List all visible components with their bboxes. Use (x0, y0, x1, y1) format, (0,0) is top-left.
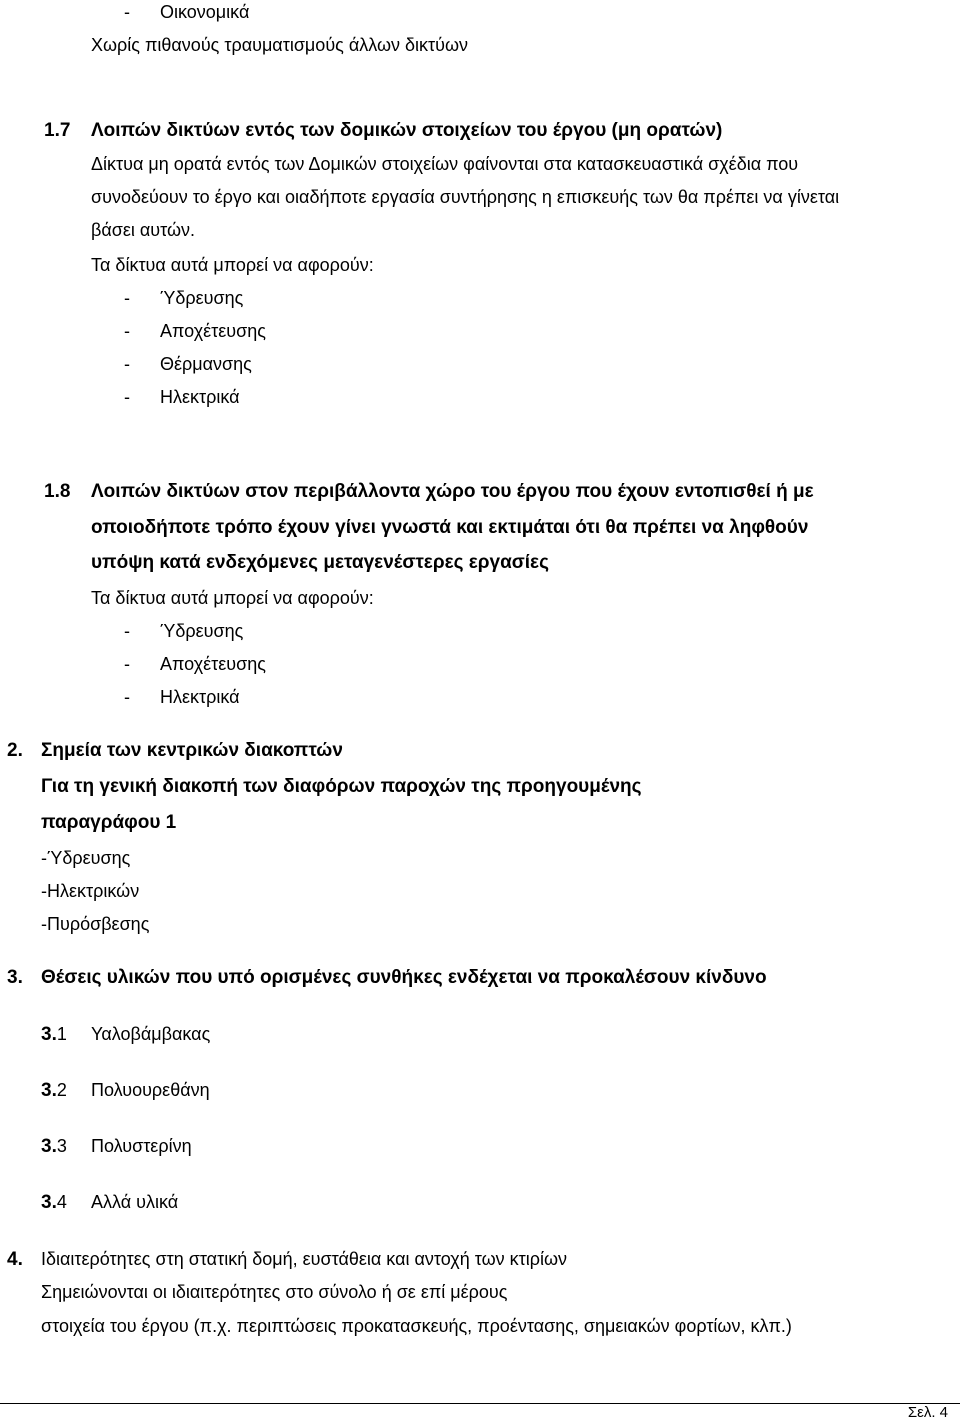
list-item-label: Ύδρευσης (160, 288, 244, 308)
list-item-label: Ηλεκτρικά (160, 387, 240, 407)
list-item: - Ηλεκτρικά (124, 687, 240, 707)
paragraph-line: Δίκτυα μη ορατά εντός των Δομικών στοιχείων φαίνονται στα κατασκευαστικά σχέδια που (91, 154, 799, 174)
page-number: Σελ. 4 (907, 1404, 948, 1421)
subsection-label: Αλλά υλικά (91, 1192, 179, 1212)
footer-divider (0, 1403, 960, 1404)
subsection-number-major: 3. (41, 1080, 57, 1101)
subsection-3-2 (41, 1079, 67, 1102)
section-4-number: 4. (7, 1249, 23, 1270)
section-1-7-heading: Λοιπών δικτύων εντός των δομικών στοιχείων του έργου (μη ορατών) (91, 120, 723, 141)
subsection-3-3 (41, 1135, 67, 1158)
list-item: - Οικονομικά (124, 2, 250, 22)
section-1-8-number: 1.8 (44, 481, 71, 502)
list-item: - Αποχέτευσης (124, 654, 266, 674)
paragraph-line: στοιχεία του έργου (π.χ. περιπτώσεις προκατασκευής, προέντασης, σημειακών φορτίων, κλπ.) (41, 1316, 792, 1336)
section-2-heading: Σημεία των κεντρικών διακοπτών (41, 740, 343, 761)
section-2-number: 2. (7, 740, 23, 761)
subsection-number-minor: 1 (56, 1024, 67, 1044)
list-item: - Ηλεκτρικά (124, 387, 240, 407)
list-item-label: Θέρμανσης (160, 354, 252, 374)
list-item: -Ηλεκτρικών (41, 881, 140, 901)
subsection-label: Πολυστερίνη (91, 1136, 192, 1156)
subsection-number-major: 3. (41, 1136, 57, 1157)
list-intro: Τα δίκτυα αυτά μπορεί να αφορούν: (91, 588, 374, 608)
list-item: - Αποχέτευσης (124, 321, 266, 341)
subsection-label: Υαλοβάμβακας (91, 1024, 211, 1044)
list-item: -Ύδρευσης (41, 848, 131, 868)
subsection-number-minor: 3 (56, 1136, 67, 1156)
list-item-label: Αποχέτευσης (160, 321, 266, 341)
section-1-8-heading: οποιοδήποτε τρόπο έχουν γίνει γνωστά και εκτιμάται ότι θα πρέπει να ληφθούν (91, 517, 809, 538)
note-text: Χωρίς πιθανούς τραυματισμούς άλλων δικτύων (91, 35, 469, 55)
list-item: - Θέρμανσης (124, 354, 252, 374)
subsection-number-minor: 4 (56, 1192, 67, 1212)
subsection-number-major: 3. (41, 1024, 57, 1045)
section-1-8-heading: υπόψη κατά ενδεχόμενες μεταγενέστερες εργασίες (91, 552, 549, 573)
paragraph-line: βάσει αυτών. (91, 220, 196, 240)
subsection-number-minor: 2 (56, 1080, 67, 1100)
section-2-subheading: παραγράφου 1 (41, 812, 177, 833)
section-4-heading: Ιδιαιτερότητες στη στατική δομή, ευστάθεια και αντοχή των κτιρίων (41, 1249, 568, 1269)
list-item-label: Ύδρευσης (160, 621, 244, 641)
subsection-3-1 (41, 1023, 67, 1046)
section-1-7-number: 1.7 (44, 120, 71, 141)
section-1-8-heading: Λοιπών δικτύων στον περιβάλλοντα χώρο του έργου που έχουν εντοπισθεί ή με (91, 481, 814, 502)
list-item: -Πυρόσβεσης (41, 914, 150, 934)
list-item: - Ύδρευσης (124, 621, 244, 641)
list-item-label: Ηλεκτρικά (160, 687, 240, 707)
subsection-number-major: 3. (41, 1192, 57, 1213)
subsection-3-4 (41, 1191, 67, 1214)
subsection-label: Πολυουρεθάνη (91, 1080, 210, 1100)
paragraph-line: συνοδεύουν το έργο και οιαδήποτε εργασία συντήρησης η επισκευής των θα πρέπει να γίνεται (91, 187, 840, 207)
section-3-number: 3. (7, 967, 23, 988)
section-3-heading: Θέσεις υλικών που υπό ορισμένες συνθήκες ενδέχεται να προκαλέσουν κίνδυνο (41, 967, 767, 988)
paragraph-line: Σημειώνονται οι ιδιαιτερότητες στο σύνολο ή σε επί μέρους (41, 1282, 508, 1302)
list-item-label: Οικονομικά (160, 2, 250, 22)
section-2-subheading: Για τη γενική διακοπή των διαφόρων παροχών της προηγουμένης (41, 776, 642, 797)
list-intro: Τα δίκτυα αυτά μπορεί να αφορούν: (91, 255, 374, 275)
list-item-label: Αποχέτευσης (160, 654, 266, 674)
list-item: - Ύδρευσης (124, 288, 244, 308)
